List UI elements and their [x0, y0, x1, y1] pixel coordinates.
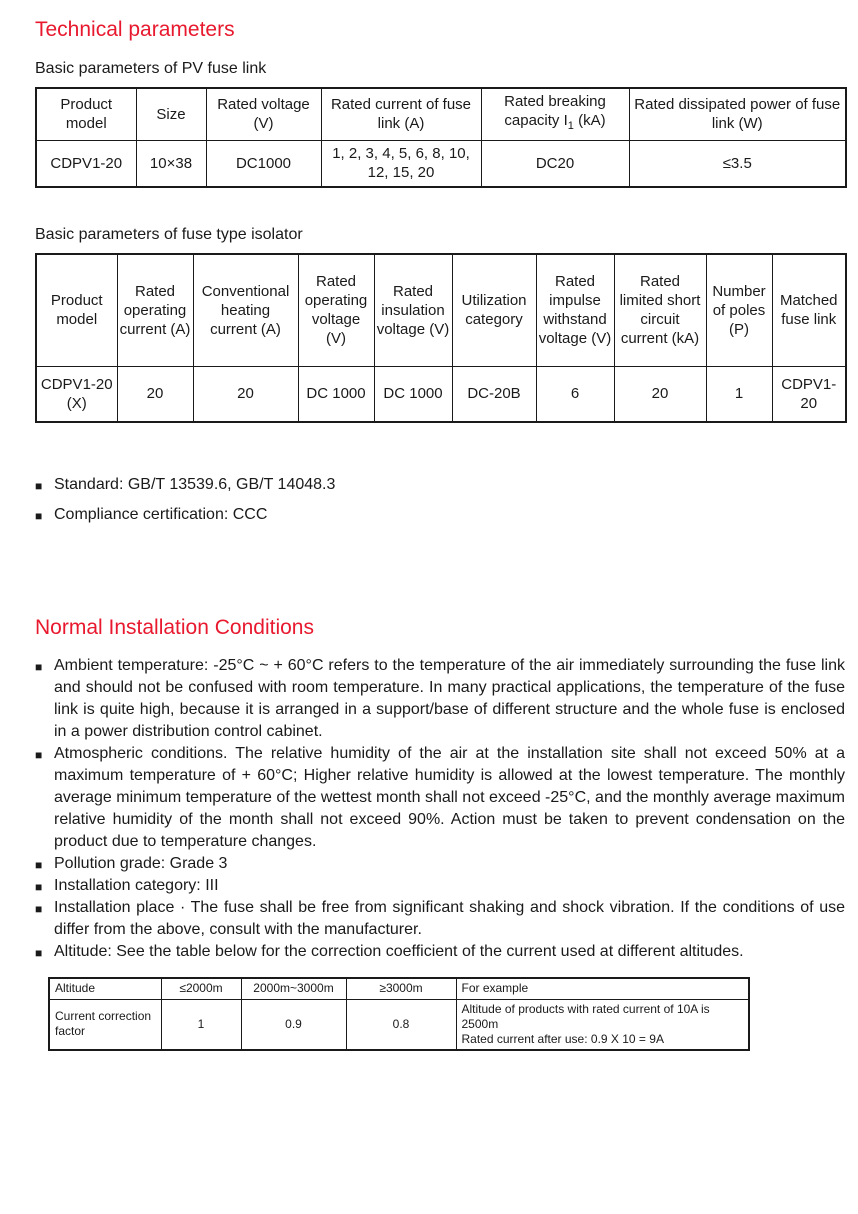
header-limited-short-circuit-current: Rated limited short circuit current (kA): [614, 254, 706, 366]
pollution-grade-text: Pollution grade: Grade 3: [54, 855, 228, 872]
header-rated-operating-voltage: Rated operating voltage (V): [298, 254, 374, 366]
header-altitude: Altitude: [49, 978, 161, 999]
example-line-2: Rated current after use: 0.9 X 10 = 9A: [461, 1031, 664, 1046]
header-conventional-heating-current: Conventional heating current (A): [193, 254, 298, 366]
header-dissipated-power: Rated dissipated power of fuse link (W): [629, 88, 846, 140]
list-item-compliance: [35, 504, 845, 526]
ambient-temperature-text: Ambient temperature: -25°C ~ + 60°C refers to the temperature of the air immediately surrounding the fuse link and should not be confused with room temperature. In many practical applications, the temperature of the fuse link is quite high, because it is arranged in a support/base of different structure and the whole fuse is enclosed in a power distribution control cabinet.: [54, 657, 845, 740]
cell-utilization-category: DC-20B: [452, 366, 536, 422]
cell-number-of-poles: 1: [706, 366, 772, 422]
cell-conventional-heating-current: 20: [193, 366, 298, 422]
fuse-link-parameters-table: [35, 87, 847, 188]
cell-example: [456, 999, 749, 1050]
header-rated-operating-current: Rated operating current (A): [117, 254, 193, 366]
header-rated-voltage: Rated voltage (V): [206, 88, 321, 140]
header-number-of-poles: Number of poles (P): [706, 254, 772, 366]
altitude-correction-table: [48, 977, 750, 1051]
caption-fuse-link-table: Basic parameters of PV fuse link: [35, 60, 267, 77]
table-row: [36, 366, 846, 422]
cell-rated-insulation-voltage: DC 1000: [374, 366, 452, 422]
bullet-square-icon: ■: [35, 479, 43, 493]
header-size: Size: [136, 88, 206, 140]
list-item-altitude: [35, 941, 845, 963]
bullet-square-icon: ■: [35, 748, 43, 762]
table-row: [36, 140, 846, 187]
breaking-capacity-subscript: 1: [567, 120, 574, 133]
caption-isolator-table: Basic parameters of fuse type isolator: [35, 226, 303, 243]
cell-product-model: CDPV1-20 (X): [36, 366, 117, 422]
installation-place-text: Installation place · The fuse shall be free from significant shaking and shock vibration. If the conditions of use differ from the above, consult with the manufacturer.: [54, 899, 845, 938]
bullet-square-icon: ■: [35, 946, 43, 960]
installation-category-text: Installation category: III: [54, 877, 219, 894]
cell-rated-operating-current: 20: [117, 366, 193, 422]
list-item-installation-category: [35, 875, 845, 897]
list-item-standard: [35, 474, 845, 496]
standards-list: [35, 474, 845, 526]
cell-breaking-capacity: DC20: [481, 140, 629, 187]
isolator-parameters-table: [35, 253, 847, 423]
cell-factor-ge-3000m: 0.8: [346, 999, 456, 1050]
cell-factor-le-2000m: 1: [161, 999, 241, 1050]
cell-dissipated-power: ≤3.5: [629, 140, 846, 187]
list-item-installation-place: [35, 897, 845, 941]
list-item-pollution-grade: [35, 853, 845, 875]
table-header-row: [36, 254, 846, 366]
table-header-row: [49, 978, 749, 999]
cell-size: 10×38: [136, 140, 206, 187]
header-impulse-withstand-voltage: Rated impulse withstand voltage (V): [536, 254, 614, 366]
bullet-square-icon: ■: [35, 880, 43, 894]
table-row: [49, 999, 749, 1050]
cell-matched-fuse-link: CDPV1-20: [772, 366, 846, 422]
header-product-model: Product model: [36, 88, 136, 140]
header-2000-3000m: 2000m~3000m: [241, 978, 346, 999]
header-rated-current: Rated current of fuse link (A): [321, 88, 481, 140]
section-title-installation-conditions: Normal Installation Conditions: [35, 616, 314, 639]
cell-rated-current: 1, 2, 3, 4, 5, 6, 8, 10, 12, 15, 20: [321, 140, 481, 187]
header-ge-3000m: ≥3000m: [346, 978, 456, 999]
cell-factor-2000-3000m: 0.9: [241, 999, 346, 1050]
header-rated-insulation-voltage: Rated insulation voltage (V): [374, 254, 452, 366]
cell-product-model: CDPV1-20: [36, 140, 136, 187]
bullet-square-icon: ■: [35, 509, 43, 523]
standard-text: Standard: GB/T 13539.6, GB/T 14048.3: [54, 476, 336, 493]
cell-impulse-withstand-voltage: 6: [536, 366, 614, 422]
header-le-2000m: ≤2000m: [161, 978, 241, 999]
table-header-row: [36, 88, 846, 140]
atmospheric-conditions-text: Atmospheric conditions. The relative humidity of the air at the installation site shall not exceed 50% at a maximum temperature of + 60°C; Higher relative humidity is allowed at the lowest temperature. The monthly average minimum temperature of the wettest month shall not exceed -25°C, and the monthly average maximum relative humidity of the month shall not exceed 90%. Action must be taken to prevent condensation on the product due to temperature changes.: [54, 745, 845, 850]
breaking-capacity-suffix: (kA): [573, 112, 606, 130]
list-item-atmospheric-conditions: [35, 743, 845, 853]
cell-correction-factor-label: Current correction factor: [49, 999, 161, 1050]
section-title-technical-parameters: Technical parameters: [35, 18, 235, 41]
bullet-square-icon: ■: [35, 858, 43, 872]
breaking-capacity-prefix: Rated breaking capacity I: [504, 93, 606, 130]
cell-rated-operating-voltage: DC 1000: [298, 366, 374, 422]
bullet-square-icon: ■: [35, 902, 43, 916]
header-for-example: For example: [456, 978, 749, 999]
header-breaking-capacity: [481, 88, 629, 140]
cell-limited-short-circuit-current: 20: [614, 366, 706, 422]
altitude-text: Altitude: See the table below for the correction coefficient of the current used at different altitudes.: [54, 943, 744, 960]
header-utilization-category: Utilization category: [452, 254, 536, 366]
example-line-1: Altitude of products with rated current of 10A is 2500m: [461, 1001, 710, 1031]
bullet-square-icon: ■: [35, 660, 43, 674]
list-item-ambient-temperature: [35, 655, 845, 743]
header-product-model: Product model: [36, 254, 117, 366]
installation-conditions-list: [35, 655, 845, 963]
cell-rated-voltage: DC1000: [206, 140, 321, 187]
compliance-text: Compliance certification: CCC: [54, 506, 268, 523]
header-matched-fuse-link: Matched fuse link: [772, 254, 846, 366]
